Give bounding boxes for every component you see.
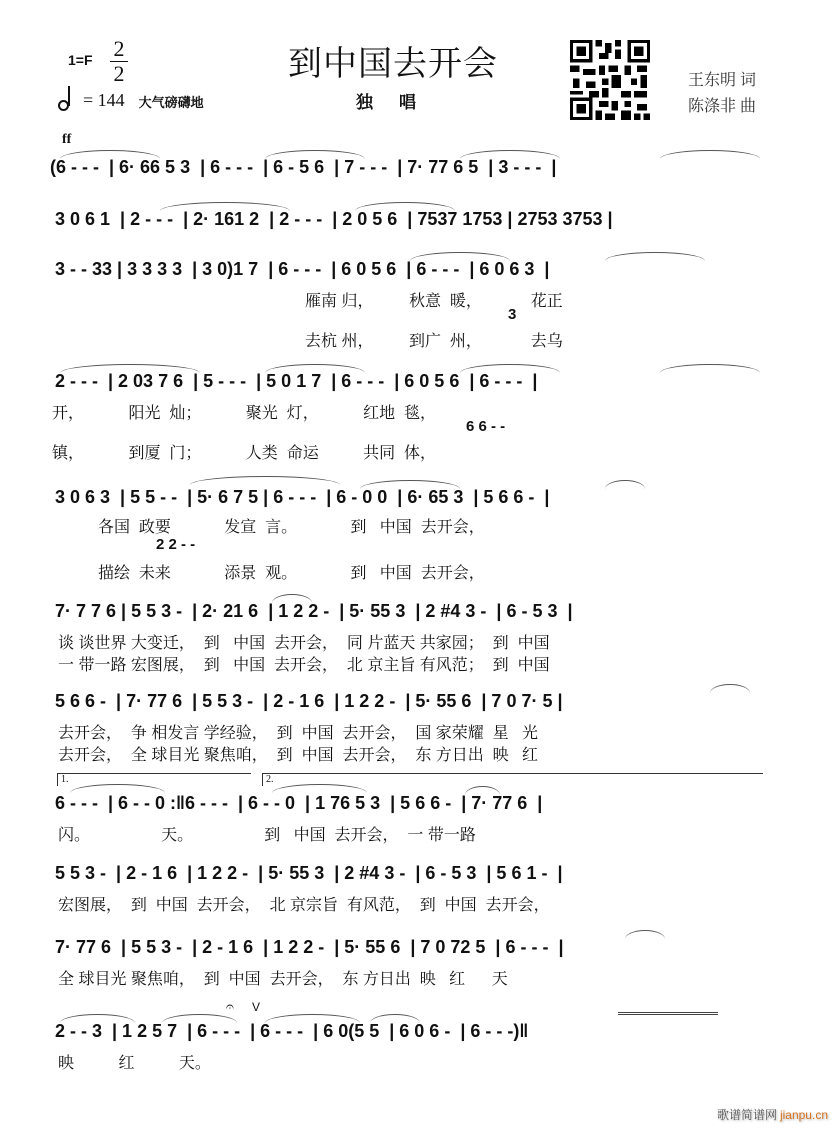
notes: 7· 77 6 | 5 5 3 - | 2 - 1 6 | 1 2 2 - | 5· 55 6 | 7 0 72 5 | 6 - - - | [50, 937, 564, 957]
lyrics-verse-1: 各国 政要 发宣 言。 到 中国 去开会， [98, 519, 485, 536]
score-row-5 [50, 482, 768, 512]
alt-note: 6 6 - - [466, 418, 506, 435]
notes: 2 - - 3 | 1 2 5 7 | 6 - - - | 6 - - - | 6 0(5 5 | 6 0 6 - | 6 - - -)‖ [50, 1021, 529, 1041]
lyrics-verse-2: 去杭 州， 到广 州， 去乌 [305, 333, 563, 350]
lyrics-verse-1: 映 红 天。 [58, 1055, 211, 1072]
lyrics-verse-1: 开， 阳光 灿； 聚光 灯， 红地 毯， [52, 405, 437, 422]
notes: (6 - - - | 6· 66 5 3 | 6 - - - | 6 - 5 6 | 7 - - - | 7· 77 6 5 | 3 - - - | [50, 157, 557, 177]
lyrics-verse-2: 镇， 到厦 门； 人类 命运 共同 体， [52, 445, 437, 462]
notes: 2 - - - | 2 03 7 6 | 5 - - - | 5 0 1 7 | 6 - - - | 6 0 5 6 | 6 - - - | [50, 371, 538, 391]
time-signature [110, 38, 128, 85]
notes: 6 - - - | 6 - - 0 :‖6 - - - | 6 - - 0 | 1 76 5 3 | 5 6 6 - | 7· 77 6 | [50, 793, 543, 813]
expression-text: 大气磅礴地 [138, 95, 204, 110]
notes: 7· 7 7 6 | 5 5 3 - | 2· 21 6 | 1 2 2 - | 5· 55 3 | 2 #4 3 - | 6 - 5 3 | [50, 601, 573, 621]
notes: 3 - - 33 | 3 3 3 3 | 3 0)1 7 | 6 - - - | 6 0 5 6 | 6 - - - | 6 0 6 3 | [50, 259, 550, 279]
alt-note: 3 [508, 306, 517, 323]
key-signature: 1=F [68, 52, 93, 68]
score-row-11 [50, 1016, 768, 1046]
performance-type: 独唱 [356, 93, 442, 112]
lyrics-verse-1: 去开会， 争 相发言 学经验， 到 中国 去开会， 国 家荣耀 星 光 [58, 725, 539, 742]
tempo-marking [58, 90, 204, 111]
volta-2-label: 2. [262, 773, 763, 786]
lyrics-verse-2: 描绘 未来 添景 观。 到 中国 去开会， [98, 565, 485, 582]
lyrics-verse-1: 雁南 归， 秋意 暖， 花正 [305, 293, 563, 310]
watermark [717, 1106, 828, 1123]
qr-code-icon[interactable] [570, 40, 650, 120]
lyrics-verse-1: 谈 谈世界 大变迁， 到 中国 去开会， 同 片蓝天 共家园； 到 中国 [58, 635, 550, 652]
notes: 3 0 6 1 | 2 - - - | 2· 161 2 | 2 - - - | 2 0 5 6 | 7537 1753 | 2753 3753 | [50, 209, 613, 229]
score-row-9 [50, 858, 768, 888]
dynamic-marking: ff [62, 132, 72, 147]
notes: 5 5 3 - | 2 - 1 6 | 1 2 2 - | 5· 55 3 | 2 #4 3 - | 6 - 5 3 | 5 6 1 - | [50, 863, 563, 883]
alt-note: 2 2 - - [156, 536, 196, 553]
volta-1-label: 1. [57, 773, 251, 786]
score-row-4 [50, 366, 768, 396]
watermark-text: 歌谱简谱网 [716, 1108, 777, 1122]
score-row-3 [50, 254, 768, 284]
score-row-8 [50, 788, 768, 818]
breath-mark-icon: V [252, 1000, 261, 1014]
lyrics-verse-2: 一 带一路 宏图展， 到 中国 去开会， 北 京主旨 有风范； 到 中国 [58, 657, 550, 674]
half-note-icon [58, 100, 69, 111]
time-signature-bottom: 2 [113, 61, 125, 86]
time-signature-top: 2 [113, 36, 125, 61]
lyrics-verse-1: 全 球目光 聚焦咱， 到 中国 去开会， 东 方日出 映 红 天 [58, 971, 508, 988]
score-row-7 [50, 686, 768, 716]
lyricist: 王东明 词 [688, 72, 757, 89]
lyrics-verse-1: 宏图展， 到 中国 去开会， 北 京宗旨 有风范， 到 中国 去开会， [58, 897, 550, 914]
score-row-1 [50, 152, 768, 182]
notes: 5 6 6 - | 7· 77 6 | 5 5 3 - | 2 - 1 6 | 1 2 2 - | 5· 55 6 | 7 0 7· 5 | [50, 691, 563, 711]
tempo-value: = 144 [83, 90, 125, 110]
watermark-domain: jianpu.cn [779, 1108, 828, 1122]
composer: 陈涤非 曲 [688, 98, 757, 115]
song-title: 到中国去开会 [288, 46, 498, 83]
credits [688, 68, 756, 120]
score-row-6 [50, 596, 768, 626]
lyrics-verse-1: 闪。 天。 到 中国 去开会， 一 带一路 [58, 827, 476, 844]
score-row-2 [50, 204, 768, 234]
fermata-icon: 𝄐 [226, 998, 234, 1014]
score-row-10 [50, 932, 768, 962]
lyrics-verse-2: 去开会， 全 球目光 聚焦咱， 到 中国 去开会， 东 方日出 映 红 [58, 747, 539, 764]
notes: 3 0 6 3 | 5 5 - - | 5· 6 7 5 | 6 - - - | 6 - 0 0 | 6· 65 3 | 5 6 6 - | [50, 487, 550, 507]
